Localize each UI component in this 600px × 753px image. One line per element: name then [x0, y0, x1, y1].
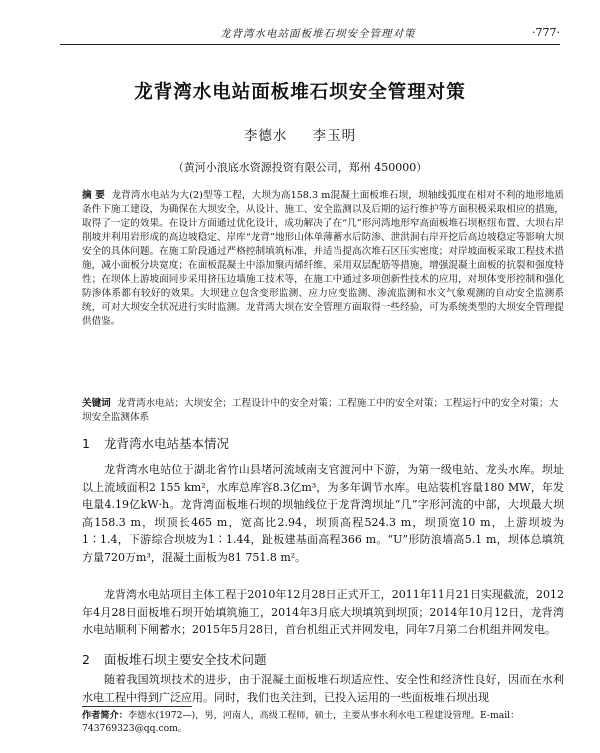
page-number: ·777· — [532, 26, 560, 39]
footnote — [82, 709, 564, 735]
running-header — [60, 26, 560, 45]
section-heading-2 — [82, 650, 562, 668]
abstract-text: 龙背湾水电站为大(2)型等工程，大坝为高158.3 m混凝土面板堆石坝，坝轴线弧度在相对不利的地形地质条件下施工建设，为确保在大坝安全，从设计、施工、安全监测以及后期的运行维护等方面积极采取相应的措施，取得了一定的效果。在设计方面通过优化设计，成功解决了在“几”形河湾地形窄高面板堆石坝枢纽布置、大坝右岸削坡并利用岩形成的高边坡稳定、岸库“龙背”地形山体单薄蓄水后防渗、泄洪洞右岸开挖后高边坡稳定等影响大坝安全的具体问题。在施工阶段通过严格控制填筑标准，并适当提高次堆石区压实密度；对岸坡面板采取工程技术措施，减小面板分块宽度；在面板混凝土中添加聚丙烯纤维、采用双层配筋等措施，增强混凝土面板的抗裂和强度特性；在坝体上游坡面同步采用挤压边墙施工技术等，在施工中通过多项创新性技术的应用，对坝体变形控制和强化防渗体系都有较好的效果。大坝建立包含变形监测、应力应变监测、渗流监测和水文气象观测的自动安全监测系统，可对大坝安全状况进行实时监测。龙背湾大坝在安全管理方面取得一些经验，可为系统类型的大坝安全管理提供借鉴。 — [82, 190, 565, 327]
section-number-2: 2 — [82, 652, 90, 667]
keywords-text: 龙背湾水电站；大坝安全；工程设计中的安全对策；工程施工中的安全对策；工程运行中的安全对策；大坝安全监测体系 — [82, 398, 559, 423]
authors: 李德水 李玉明 — [243, 128, 357, 144]
affiliation: （黄河小浪底水资源投资有限公司，郑州 450000） — [172, 161, 428, 174]
footnote-label: 作者简介： — [82, 710, 128, 721]
footnote-rule — [82, 706, 192, 707]
running-title: 龙背湾水电站面板堆石坝安全管理对策 — [220, 28, 416, 40]
section-1-paragraph-1: 龙背湾水电站位于湖北省竹山县堵河流域南支官渡河中下游，为第一级电站、龙头水库。坝址以上流域面积2 155 km²，水库总库容8.3亿m³，为多年调节水库。电站装机容量180 MW，年发电量4.19亿kW·h。龙背湾面板堆石坝的坝轴线位于龙背湾坝址“几”字形河流的中部，大坝最大坝高158.3 m，坝顶长465 m，宽高比2.94，坝顶高程524.3 m，坝顶宽10 m，上游坝坡为1∶1.4，下游综合坝坡为1∶1.44，趾板建基面高程366 m。“U”形防浪墙高5.1 m，坝体总填筑方量720万m³，混凝土面板为81 751.8 m²。 — [82, 463, 564, 564]
section-1-paragraph-2: 龙背湾水电站项目主体工程于2010年12月28日正式开工，2011年11月21日实现截流，2012年4月28日面板堆石坝开始填筑施工，2014年3月底大坝填筑到坝顶；2014年10月12日，龙背湾水电站顺利下闸蓄水；2015年5月28日，首台机组正式并网发电，同年7月第二台机组并网发电。 — [82, 588, 564, 636]
section-title-1: 龙背湾水电站基本情况 — [104, 436, 230, 451]
keywords-label: 关键词 — [82, 398, 111, 409]
abstract-label: 摘 要 — [82, 190, 105, 201]
section-heading-1 — [82, 434, 562, 452]
section-2-paragraph-1: 随着我国筑坝技术的进步，由于混凝土面板堆石坝适应性、安全性和经济性良好，因而在水利水电工程中得到广泛应用。同时，我们也关注到，已投入运用的一些面板堆石坝出现 — [82, 673, 564, 704]
section-title-2: 面板堆石坝主要安全技术问题 — [104, 652, 267, 667]
paper-title: 龙背湾水电站面板堆石坝安全管理对策 — [134, 82, 466, 103]
keywords — [82, 397, 564, 425]
abstract — [82, 189, 564, 329]
section-number-1: 1 — [82, 436, 90, 451]
footnote-text: 李德水(1972—)，男，河南人，高级工程师，硕士，主要从事水利水电工程建设管理。E-mail：743769323@qq.com。 — [82, 710, 520, 734]
